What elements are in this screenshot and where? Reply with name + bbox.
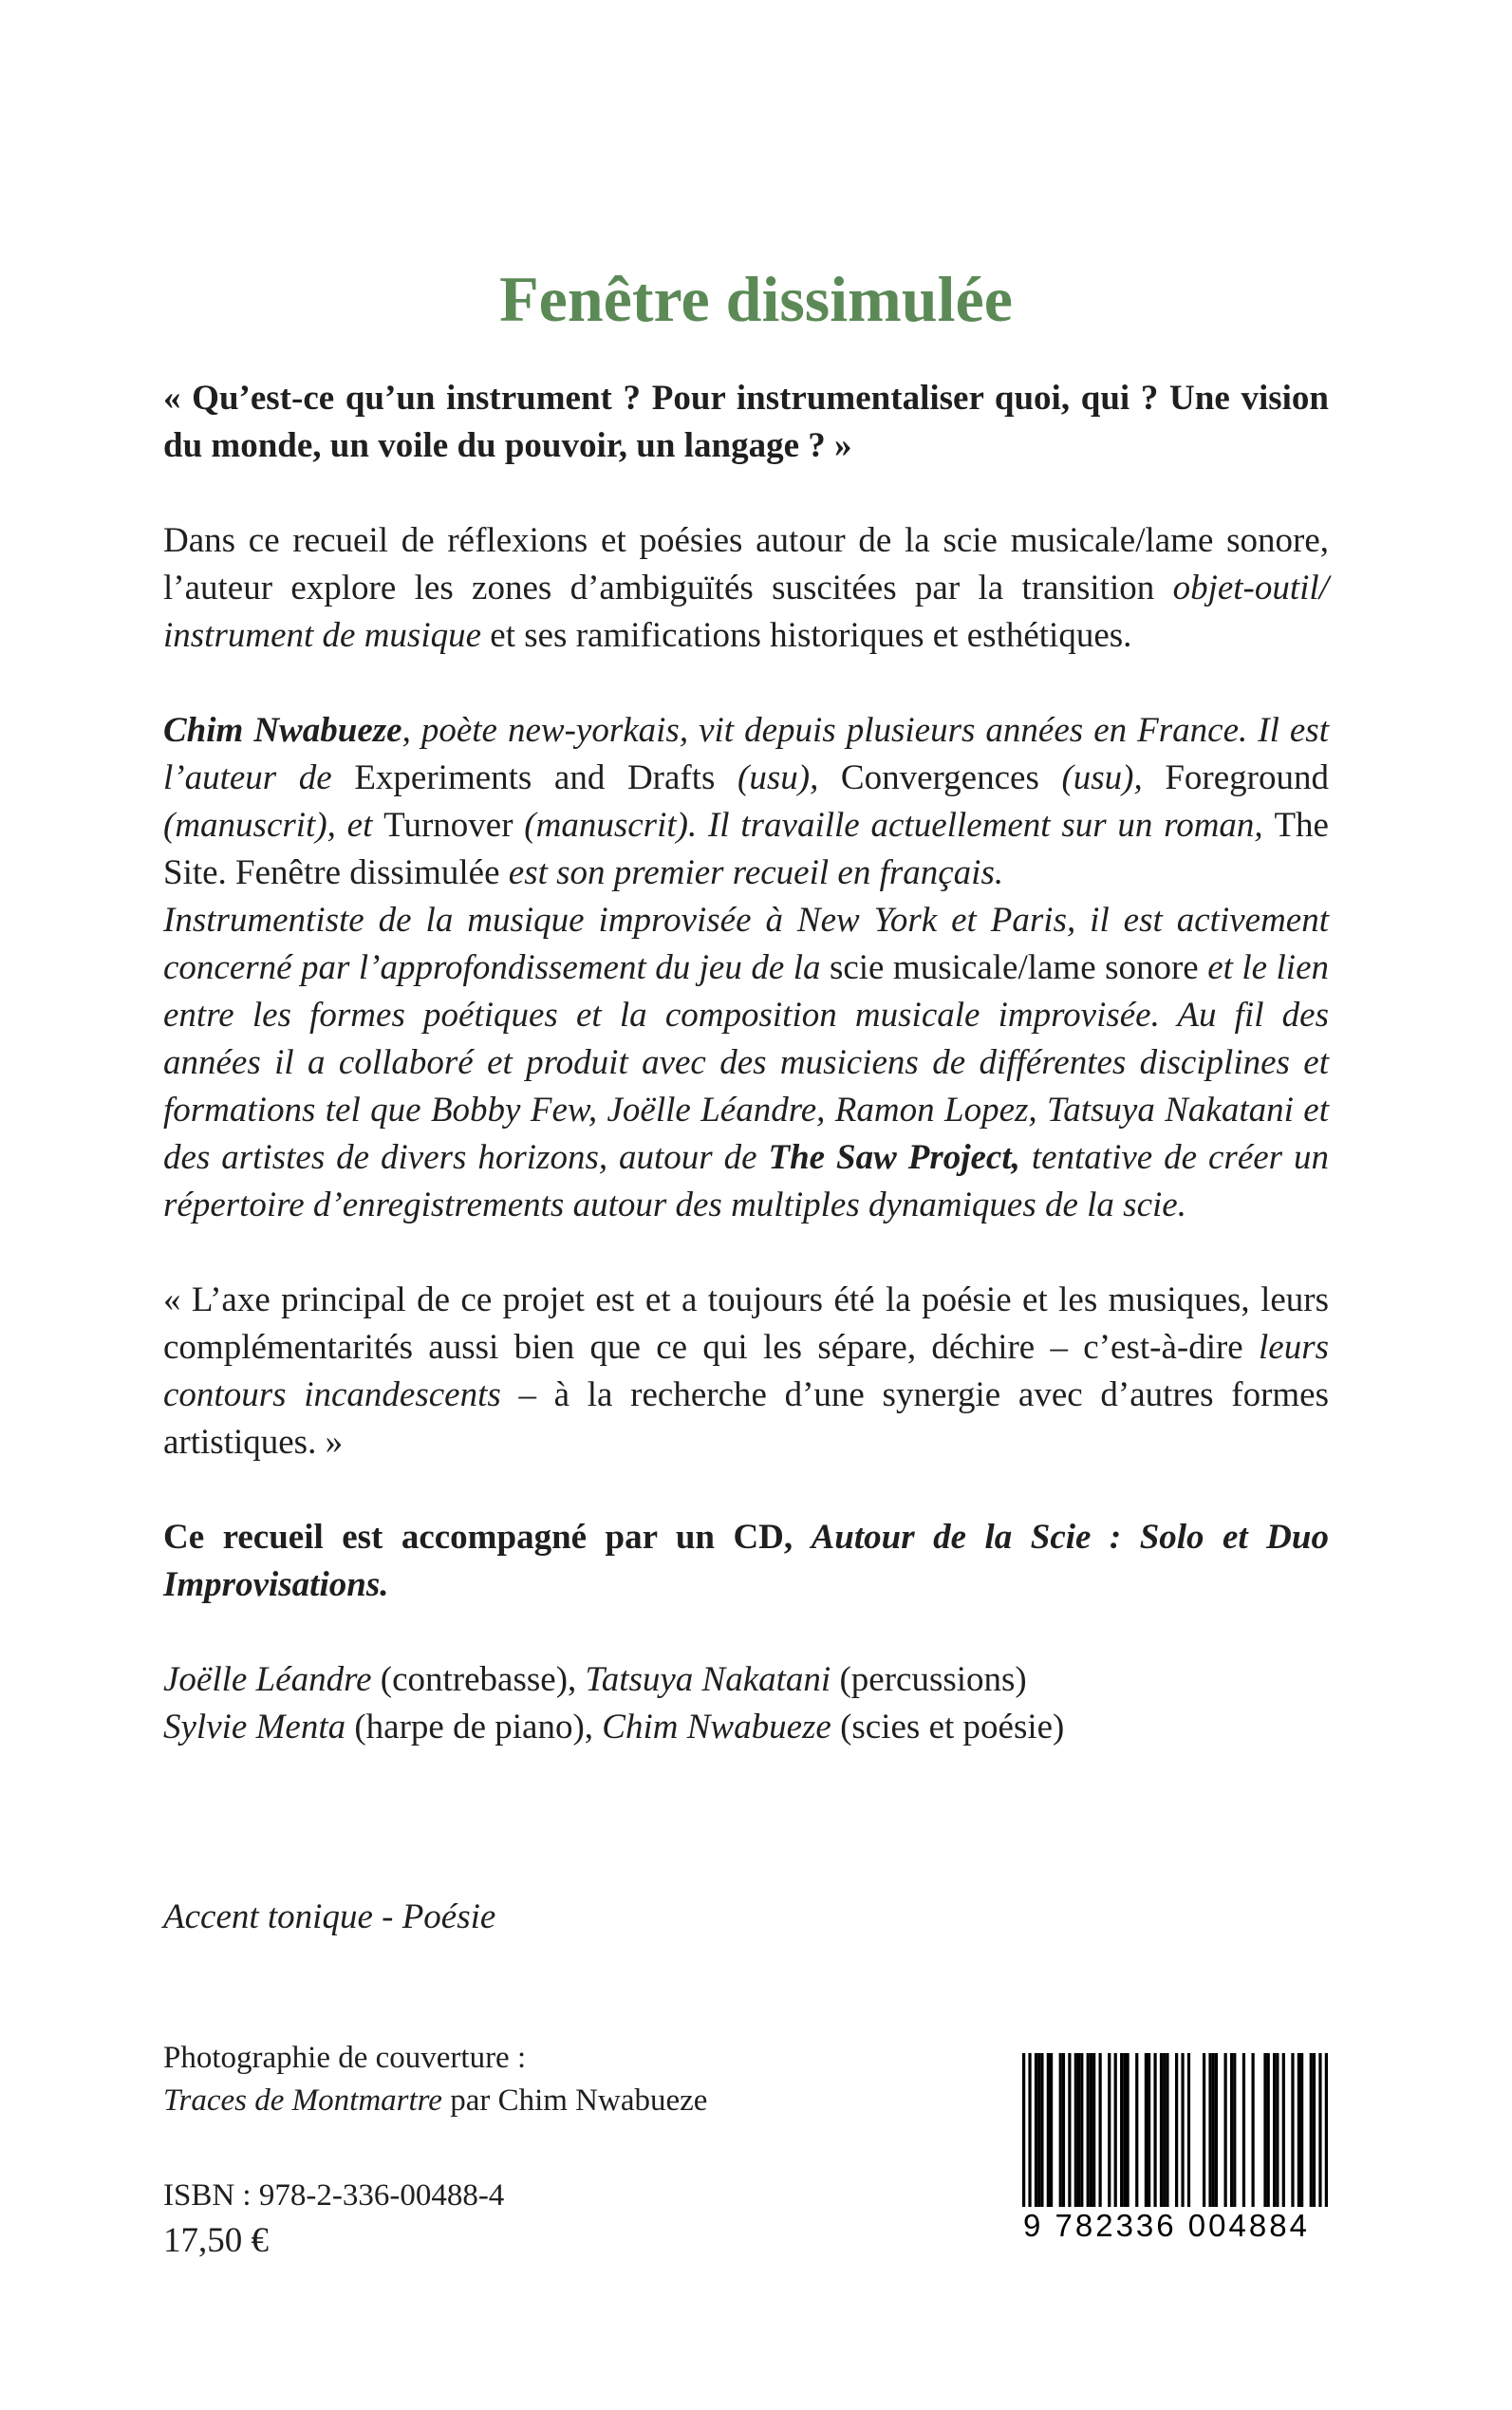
author-name: Chim Nwabueze: [163, 711, 402, 750]
summary-paragraph: Dans ce recueil de réflexions et poésies autour de la scie musicale/lame sonore, l’auteur explore les zones d’ambiguïtés suscitées par la transition objet-outil/ instrument de musique et ses ramifications historiques et esthétiques.: [163, 521, 1329, 655]
barcode-bar: [1040, 2053, 1043, 2207]
barcode-bar: [1050, 2053, 1053, 2207]
barcode-bar: [1276, 2053, 1279, 2207]
barcode-bar: [1203, 2053, 1205, 2207]
barcode-bar: [1047, 2053, 1050, 2207]
author-bio-paragraph: Chim Nwabueze, poète new-yorkais, vit depuis plusieurs années en France. Il est l’auteur de Experiments and Drafts (usu), Convergences (usu), Foreground (manuscrit), et Turnover (manuscrit). Il travaille actuellement sur un roman, The Site. Fenêtre dissimulée est son premier recueil en français. Instrumentiste de la musique improvisée à New York et Paris, il est activement concerné par l’approfondissement du jeu de la scie musicale/lame sonore et le lien entre les formes poétiques et la composition musicale improvisée. Au fil des années il a collaboré et produit avec des musiciens de différentes disciplines et formations tel que Bobby Few, Joëlle Léandre, Ramon Lopez, Tatsuya Nakatani et des artistes de divers horizons, autour de The Saw Project, tentative de créer un répertoire d’enregistrements autour des multiples dynamiques de la scie.: [163, 711, 1330, 1224]
book-title: Fenêtre dissimulée: [499, 263, 1013, 335]
cd-note: Ce recueil est accompagné par un CD, Autour de la Scie : Solo et Duo Improvisations.: [163, 1518, 1329, 1604]
barcode-bar: [1059, 2053, 1062, 2207]
barcode-bar: [1267, 2053, 1270, 2207]
barcode-bar: [1037, 2053, 1040, 2207]
barcode-bar: [1022, 2053, 1025, 2207]
barcode-bar: [1273, 2053, 1276, 2207]
barcode-bar: [1263, 2053, 1266, 2207]
barcode-bar: [1282, 2053, 1285, 2207]
barcode-bar: [1028, 2053, 1031, 2207]
price: 17,50 €: [163, 2221, 269, 2260]
barcode-bar: [1163, 2053, 1166, 2207]
barcode-bar: [1080, 2053, 1083, 2207]
barcode-bar: [1166, 2053, 1168, 2207]
isbn: ISBN : 978-2-336-00488-4: [163, 2178, 505, 2213]
barcode-bar: [1114, 2053, 1117, 2207]
barcode-bar: [1120, 2053, 1123, 2207]
barcode-bar: [1068, 2053, 1071, 2207]
barcode-bar: [1126, 2053, 1129, 2207]
barcode-bar: [1092, 2053, 1095, 2207]
barcode-bar: [1300, 2053, 1303, 2207]
barcode: [1022, 2053, 1328, 2207]
barcode-bar: [1313, 2053, 1316, 2207]
barcode-bar: [1297, 2053, 1300, 2207]
barcode-bar: [1074, 2053, 1077, 2207]
barcode-bar: [1153, 2053, 1156, 2207]
barcode-bar: [1224, 2053, 1227, 2207]
opening-quote: « Qu’est-ce qu’un instrument ? Pour instrumentaliser quoi, qui ? Une vision du monde, un voile du pouvoir, un langage ? »: [163, 379, 1329, 465]
barcode-bar: [1108, 2053, 1111, 2207]
barcode-bar: [1242, 2053, 1245, 2207]
barcode-bar: [1062, 2053, 1065, 2207]
photo-credit: Traces de Montmartre par Chim Nwabueze: [163, 2083, 708, 2118]
barcode-bar: [1187, 2053, 1190, 2207]
barcode-bar: [1099, 2053, 1102, 2207]
collection-label: Accent tonique - Poésie: [163, 1897, 496, 1936]
barcode-bar: [1175, 2053, 1178, 2207]
barcode-bar: [1160, 2053, 1163, 2207]
barcode-bar: [1123, 2053, 1126, 2207]
barcode-bar: [1252, 2053, 1255, 2207]
axis-quote-paragraph: « L’axe principal de ce projet est et a toujours été la poésie et les musiques, leurs complémentarités aussi bien que ce qui les sépare, déchire – c’est-à-dire leurs contours incandescents – à la recherche d’une synergie avec d’autres formes artistiques. »: [163, 1280, 1329, 1462]
barcode-bar: [1087, 2053, 1090, 2207]
barcode-number: 9 782336 004884: [1023, 2208, 1310, 2243]
barcode-bar: [1090, 2053, 1092, 2207]
barcode-bar: [1035, 2053, 1037, 2207]
barcode-bar: [1215, 2053, 1218, 2207]
barcode-bar: [1148, 2053, 1150, 2207]
barcode-bar: [1181, 2053, 1184, 2207]
barcode-bar: [1077, 2053, 1080, 2207]
saw-project: The Saw Project,: [768, 1138, 1020, 1177]
barcode-bar: [1208, 2053, 1211, 2207]
barcode-bar: [1310, 2053, 1313, 2207]
barcode-bar: [1325, 2053, 1328, 2207]
barcode-bar: [1145, 2053, 1148, 2207]
musicians-line-2: Sylvie Menta (harpe de piano), Chim Nwabueze (scies et poésie): [163, 1708, 1065, 1747]
barcode-bar: [1135, 2053, 1138, 2207]
barcode-bar: [1230, 2053, 1233, 2207]
musicians-line-1: Joëlle Léandre (contrebasse), Tatsuya Nakatani (percussions): [163, 1660, 1027, 1699]
barcode-bar: [1233, 2053, 1236, 2207]
barcode-bar: [1318, 2053, 1321, 2207]
barcode-bar: [1291, 2053, 1294, 2207]
photo-credit-label: Photographie de couverture :: [163, 2041, 527, 2075]
barcode-bar: [1212, 2053, 1215, 2207]
